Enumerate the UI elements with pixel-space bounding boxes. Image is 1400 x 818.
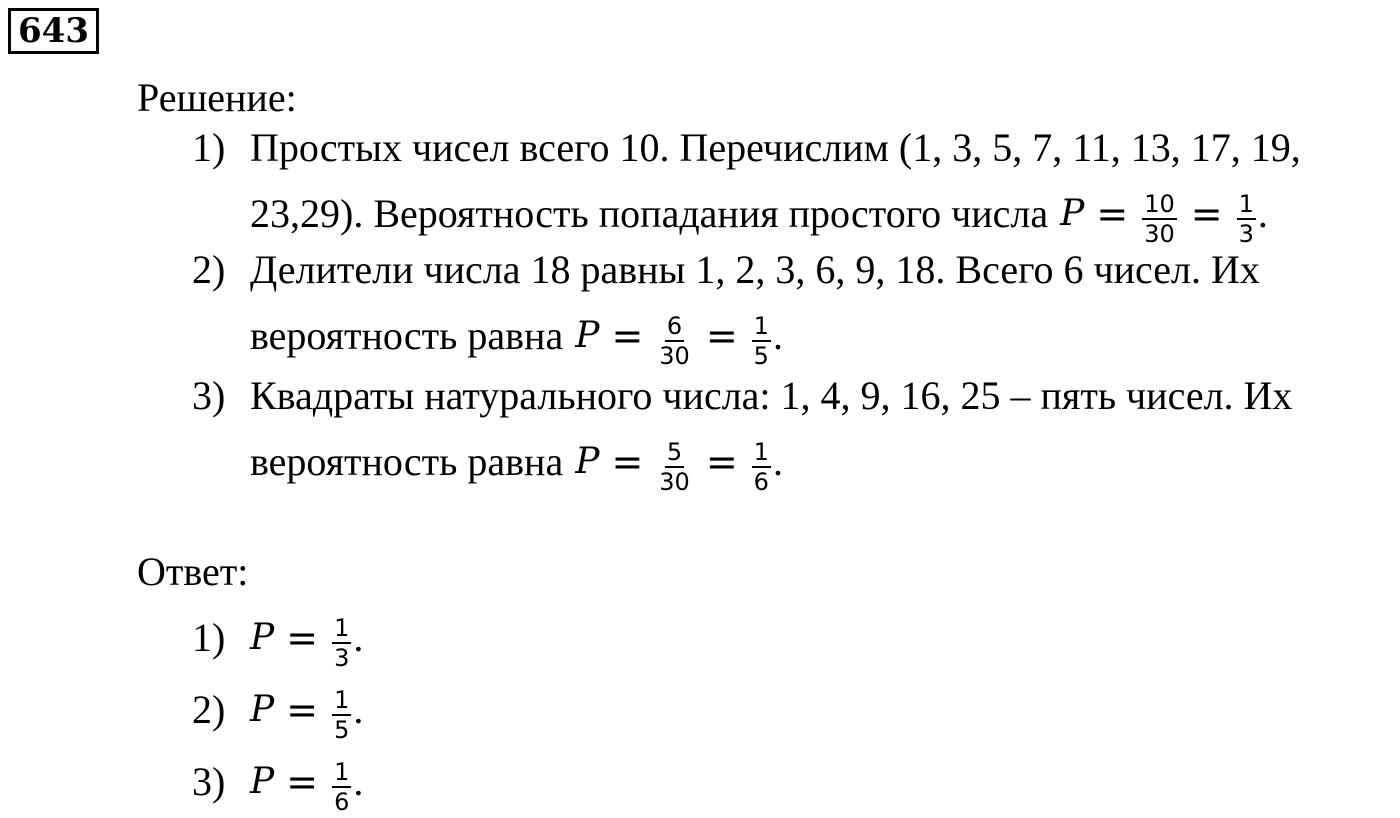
item-number: 3) xyxy=(192,373,226,418)
period: . xyxy=(1257,191,1268,236)
fraction-denominator: 3 xyxy=(334,644,350,672)
solution-item-1-line-1 xyxy=(192,124,1301,172)
equals-sign: = xyxy=(286,688,319,732)
item-number: 3) xyxy=(192,759,226,804)
solution-item-3-line-1 xyxy=(192,372,1292,420)
item-number: 1) xyxy=(192,615,226,660)
fraction-denominator: 30 xyxy=(659,468,690,496)
item-text: Простых чисел всего 10. Перечислим (1, 3, 5, 7, 11, 13, 17, 19, xyxy=(250,125,1301,170)
equals-sign: = xyxy=(286,616,319,660)
answer-item-2 xyxy=(192,682,364,744)
fraction-numerator: 1 xyxy=(334,614,350,642)
item-text: Квадраты натурального числа: 1, 4, 9, 16, 25 – пять чисел. Их xyxy=(250,373,1293,418)
answer-item-3 xyxy=(192,754,364,816)
fraction-denominator: 5 xyxy=(753,342,769,370)
solution-item-3-line-2 xyxy=(250,434,783,496)
fraction-numerator: 1 xyxy=(1238,190,1254,218)
period: . xyxy=(772,313,783,358)
fraction-numerator: 5 xyxy=(666,438,683,466)
fraction-numerator: 1 xyxy=(334,758,350,786)
variable-p: P xyxy=(250,617,275,658)
item-number: 2) xyxy=(192,687,226,732)
period: . xyxy=(353,759,364,804)
fraction-numerator: 1 xyxy=(753,312,769,340)
fraction-denominator: 6 xyxy=(334,788,350,816)
variable-p: P xyxy=(575,441,600,482)
variable-p: P xyxy=(250,761,275,802)
fraction xyxy=(1142,191,1177,247)
fraction-denominator: 30 xyxy=(1144,220,1175,248)
fraction xyxy=(752,313,771,369)
solution-heading: Решение: xyxy=(137,75,297,120)
item-text: 23,29). Вероятность попадания простого числа xyxy=(250,191,1049,236)
answer-heading: Ответ: xyxy=(137,549,249,594)
variable-p: P xyxy=(1060,193,1085,234)
equals-sign: = xyxy=(611,314,644,358)
fraction-numerator: 10 xyxy=(1144,190,1175,218)
fraction-numerator: 6 xyxy=(666,312,683,340)
equals-sign: = xyxy=(705,314,738,358)
fraction-denominator: 5 xyxy=(334,716,350,744)
item-number: 2) xyxy=(192,247,226,292)
fraction-numerator: 1 xyxy=(334,686,350,714)
period: . xyxy=(353,687,364,732)
answer-item-1 xyxy=(192,610,364,672)
item-text: Делители числа 18 равны 1, 2, 3, 6, 9, 18. Всего 6 чисел. Их xyxy=(250,247,1260,292)
fraction-denominator: 3 xyxy=(1238,220,1254,248)
fraction xyxy=(752,439,771,495)
solution-item-2-line-1 xyxy=(192,246,1260,294)
item-text: вероятность равна xyxy=(250,313,564,358)
period: . xyxy=(772,439,783,484)
fraction-denominator: 6 xyxy=(753,468,769,496)
variable-p: P xyxy=(575,315,600,356)
equals-sign: = xyxy=(1096,192,1129,236)
equals-sign: = xyxy=(705,440,738,484)
fraction xyxy=(332,759,351,815)
fraction-denominator: 30 xyxy=(659,342,690,370)
fraction xyxy=(1237,191,1256,247)
equals-sign: = xyxy=(1190,192,1223,236)
fraction xyxy=(332,615,351,671)
period: . xyxy=(353,615,364,660)
equals-sign: = xyxy=(611,440,644,484)
fraction-numerator: 1 xyxy=(753,438,769,466)
item-text: вероятность равна xyxy=(250,439,564,484)
solution-item-2-line-2 xyxy=(250,308,783,370)
solution-item-1-line-2 xyxy=(250,186,1268,248)
fraction xyxy=(657,313,692,369)
item-number: 1) xyxy=(192,125,226,170)
variable-p: P xyxy=(250,689,275,730)
equals-sign: = xyxy=(286,760,319,804)
fraction xyxy=(332,687,351,743)
problem-number: 643 xyxy=(8,8,99,54)
fraction xyxy=(657,439,692,495)
